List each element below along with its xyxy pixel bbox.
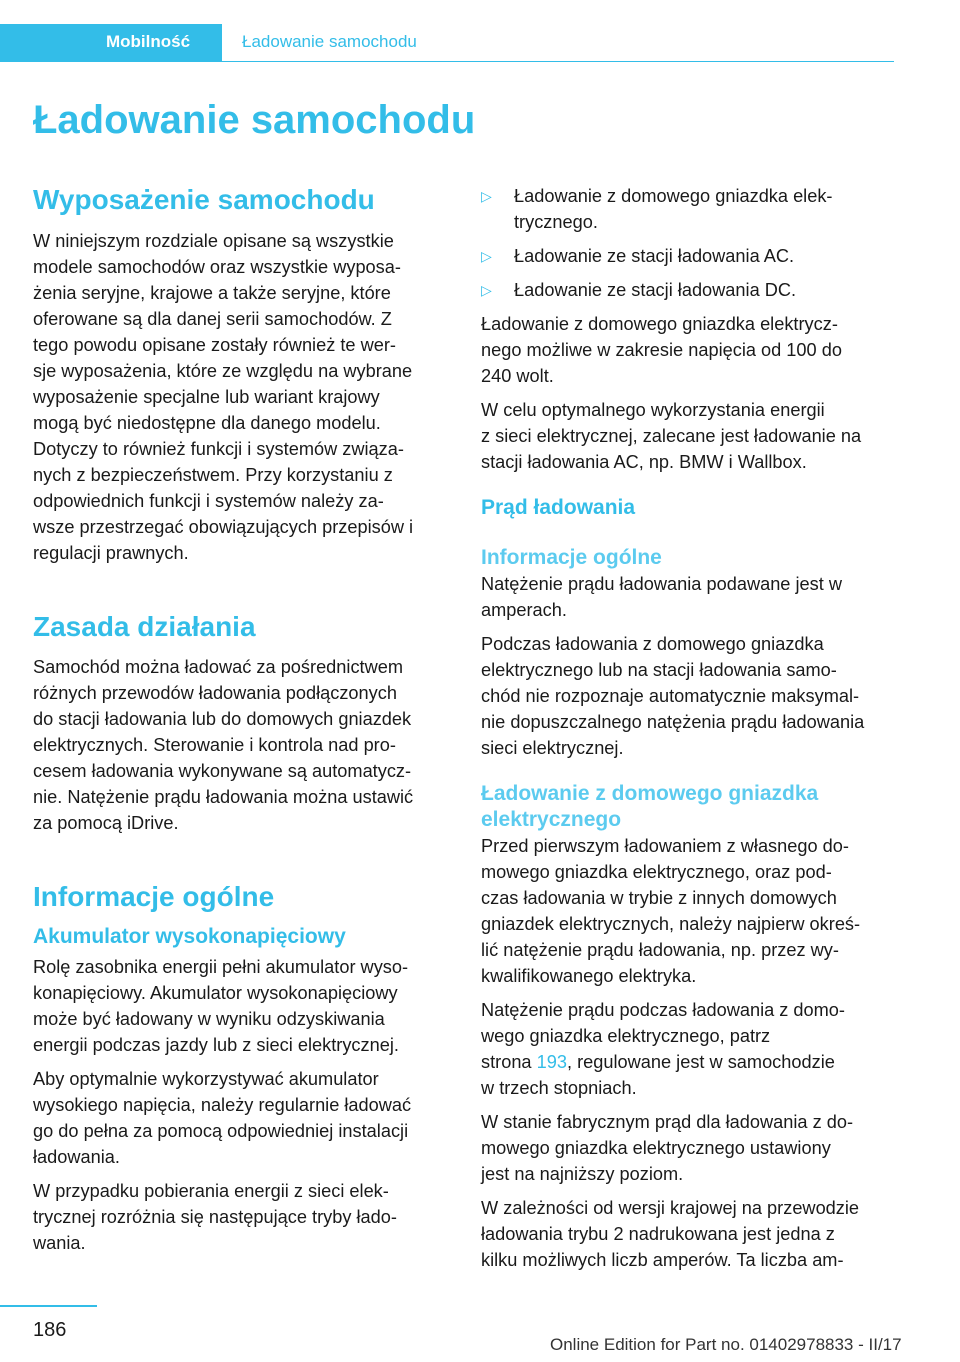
left-column xyxy=(33,183,451,1256)
edition-note: Online Edition for Part no. 01402978833 - II/17 xyxy=(550,1335,902,1354)
heading-prad: Prąd ładowania xyxy=(481,496,636,519)
page-number: 186 xyxy=(33,1319,67,1341)
subheading-domowe: Ładowanie z domowego gniazdka elektrycznego xyxy=(481,782,819,831)
para-akumulator-2: Aby optymalnie wykorzystywać akumulator wysokiego napięcia, należy regularnie ładować go do pełna za pomocą odpowiedniej instalacji ładowania. xyxy=(33,1069,412,1167)
para-first-charge: Przed pierwszym ładowaniem z własnego do‐ mowego gniazdka elektrycznego, oraz pod‐ czas ładowania w trybie z innych domowych gniazdek elektrycznych, należy najpierw okreś‐ lić natężenie prądu ładowania, np. przez wy‐ kwalifikowanego elektryka. xyxy=(481,836,861,986)
para-amperage: Natężenie prądu ładowania podawane jest w amperach. xyxy=(481,574,842,620)
bullet-triangle-icon: ▷ xyxy=(481,282,492,298)
page-link-193[interactable]: 193 xyxy=(536,1052,567,1072)
footer-rule xyxy=(0,1305,97,1307)
heading-zasada: Zasada działania xyxy=(33,611,256,642)
para-recommendation: W celu optymalnego wykorzystania energii z sieci elektrycznej, zalecane jest ładowanie na stacji ładowania AC, np. BMW i Wallbox. xyxy=(481,400,862,472)
header-rule xyxy=(222,61,894,62)
bullet-triangle-icon: ▷ xyxy=(481,248,492,264)
heading-wyposazenie: Wyposażenie samochodu xyxy=(33,184,375,215)
bullet-triangle-icon: ▷ xyxy=(481,188,492,204)
chapter-title: Ładowanie samochodu xyxy=(33,98,476,142)
list-item: ▷ Ładowanie ze stacji ładowania DC. xyxy=(481,277,897,303)
list-item: ▷ Ładowanie ze stacji ładowania AC. xyxy=(481,243,897,269)
para-akumulator-3: W przypadku pobierania energii z sieci elek‐ trycznej rozróżnia się następujące tryby łado‐ wania. xyxy=(33,1181,397,1253)
subheading-akumulator: Akumulator wysokonapięciowy xyxy=(33,925,346,948)
para-voltage: Ładowanie z domowego gniazdka elektrycz‐ nego możliwe w zakresie napięcia od 100 do 240 wolt. xyxy=(481,314,842,386)
para-factory-setting: W stanie fabrycznym prąd dla ładowania z do‐ mowego gniazdka elektrycznego ustawiony jest na najniższy poziom. xyxy=(481,1112,854,1184)
list-item: ▷ Ładowanie z domowego gniazdka elek‐ trycznego. xyxy=(481,183,897,235)
para-current-levels: Natężenie prądu podczas ładowania z domo‐ wego gniazdka elektrycznego, patrz strona 193, regulowane jest w samochodzie w trzech stopniach. xyxy=(481,1000,845,1098)
section-tab xyxy=(0,24,222,62)
para-akumulator-1: Rolę zasobnika energii pełni akumulator wyso‐ konapięciowy. Akumulator wysokonapięciowy może być ładowany w wyniku odzyskiwania energii podczas jazdy lub z sieci elektrycznej. xyxy=(33,957,409,1055)
para-zasada: Samochód można ładować za pośrednictwem różnych przewodów ładowania podłączonych do stacji ładowania lub do domowych gniazdek elektrycznych. Sterowanie i kontrola nad pro‐ cesem ładowania wykonywane są automatycz‐ nie. Natężenie prądu ładowania można ustawić za pomocą iDrive. xyxy=(33,657,414,833)
para-wyposazenie: W niniejszym rozdziale opisane są wszystkie modele samochodów oraz wszystkie wyposa‐ żenia seryjne, krajowe a także seryjne, które oferowane są dla danej serii samochodów. Z tego powodu opisane zostały również te wer‐ sje wyposażenia, które ze względu na wybrane wyposażenie specjalne lub wariant krajowy mogą być niedostępne dla danego modelu. Dotyczy to również funkcji i systemów związa‐ nych z bezpieczeństwem. Przy korzystaniu z odpowiednich funkcji i systemów należy za‐ wsze przestrzegać obowiązujących przepisów i regulacji prawnych. xyxy=(33,231,414,563)
subheading-informacje: Informacje ogólne xyxy=(481,546,662,569)
para-detection: Podczas ładowania z domowego gniazdka elektrycznego lub na stacji ładowania samo‐ chód nie rozpoznaje automatycznie maksymal‐ nie dopuszczalnego natężenia prądu ładowania sieci elektrycznej. xyxy=(481,634,865,758)
para-cable-amperage: W zależności od wersji krajowej na przewodzie ładowania trybu 2 nadrukowana jest jedna z kilku możliwych liczb amperów. Ta liczba am‐ xyxy=(481,1198,860,1270)
heading-informacje: Informacje ogólne xyxy=(33,881,275,912)
section-label: Mobilność xyxy=(106,32,191,51)
running-header xyxy=(0,24,894,62)
right-column xyxy=(481,183,897,1273)
subsection-label: Ładowanie samochodu xyxy=(242,32,417,51)
